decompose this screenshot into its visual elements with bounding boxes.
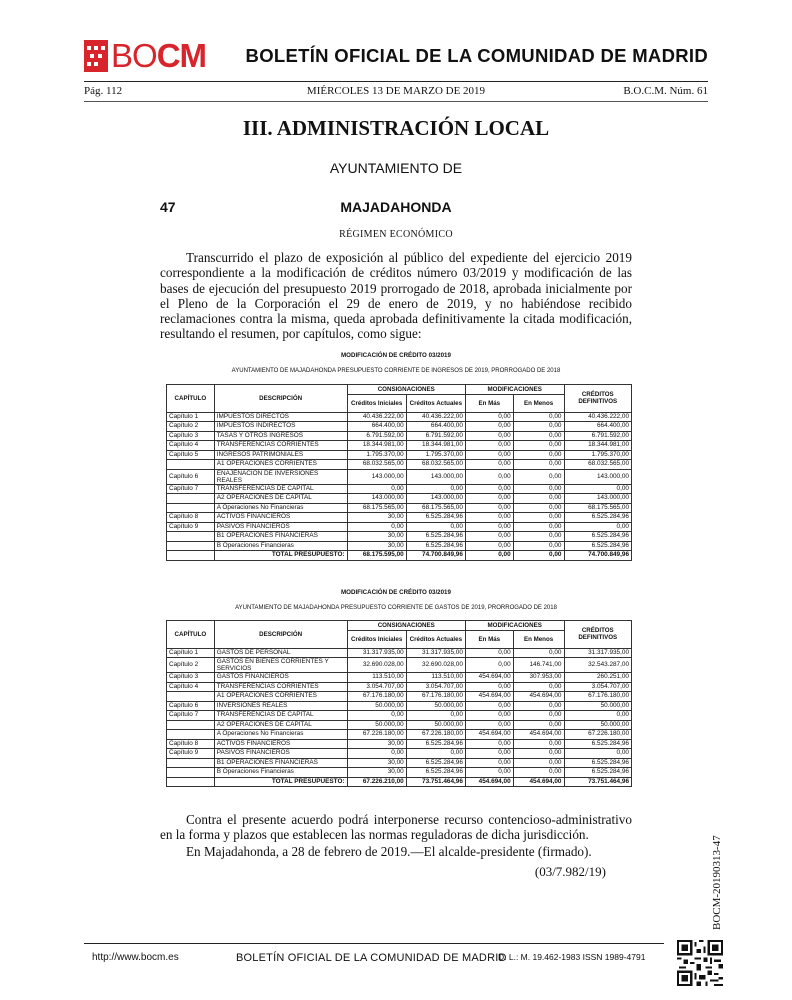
cell-creditos-actuales: 31.317.935,00: [406, 648, 465, 658]
cell-creditos-actuales: 0,00: [406, 711, 465, 721]
total-blank-cell: [167, 777, 215, 787]
table-row: [167, 749, 632, 759]
cell-creditos-iniciales: 50.000,00: [347, 701, 406, 711]
cell-descripcion: A2 OPERACIONES DE CAPITAL: [214, 720, 347, 730]
table-row: [167, 673, 632, 683]
cell-en-mas: 0,00: [465, 739, 513, 749]
cell-en-menos: 0,00: [513, 720, 564, 730]
table-row: [167, 730, 632, 740]
cell-creditos-actuales: 68.175.565,00: [406, 503, 465, 513]
cell-creditos-actuales: 0,00: [406, 484, 465, 494]
cell-en-mas: 0,00: [465, 532, 513, 542]
expense-table-title: MODIFICACIÓN DE CRÉDITO 03/2019: [341, 589, 451, 596]
cell-en-mas: 0,00: [465, 422, 513, 432]
cell-en-mas: 0,00: [465, 460, 513, 470]
cell-creditos-actuales: 3.054.707,00: [406, 682, 465, 692]
total-label: TOTAL PRESUPUESTO:: [214, 551, 347, 561]
cell-capitulo: [167, 460, 215, 470]
cell-creditos-iniciales: 3.054.707,00: [347, 682, 406, 692]
cell-en-mas: 0,00: [465, 412, 513, 422]
logo-text: BOCM: [111, 37, 207, 74]
table-row: [167, 739, 632, 749]
table-row: [167, 701, 632, 711]
cell-creditos-actuales: 18.344.981,00: [406, 441, 465, 451]
cell-en-mas: 0,00: [465, 450, 513, 460]
cell-en-mas: 0,00: [465, 522, 513, 532]
table-row: [167, 682, 632, 692]
cell-en-menos: 0,00: [513, 431, 564, 441]
cell-en-menos: 0,00: [513, 749, 564, 759]
cell-creditos-actuales: 0,00: [406, 522, 465, 532]
cell-creditos-definitivos: 6.525.284,96: [564, 513, 632, 523]
cell-en-mas: 454.694,00: [465, 730, 513, 740]
cell-creditos-definitivos: 1.795.370,00: [564, 450, 632, 460]
cell-creditos-iniciales: 32.690.028,00: [347, 658, 406, 673]
cell-creditos-iniciales: 31.317.935,00: [347, 648, 406, 658]
cell-en-mas: 0,00: [465, 711, 513, 721]
total-value: 73.751.464,96: [564, 777, 632, 787]
cell-capitulo: [167, 494, 215, 504]
expense-budget-table: [166, 620, 632, 787]
cell-creditos-definitivos: 31.317.935,00: [564, 648, 632, 658]
total-value: 74.700.849,96: [406, 551, 465, 561]
bulletin-title: BOLETÍN OFICIAL DE LA COMUNIDAD DE MADRID: [245, 45, 708, 66]
footer-title: BOLETÍN OFICIAL DE LA COMUNIDAD DE MADRID: [236, 952, 507, 964]
cell-creditos-iniciales: 67.226.180,00: [347, 730, 406, 740]
total-blank-cell: [167, 551, 215, 561]
cell-descripcion: GASTOS DE PERSONAL: [214, 648, 347, 658]
cell-descripcion: PASIVOS FINANCIEROS: [214, 522, 347, 532]
cell-en-mas: 0,00: [465, 701, 513, 711]
cell-capitulo: [167, 503, 215, 513]
total-row: [167, 777, 632, 787]
cell-creditos-actuales: 6.525.284,96: [406, 758, 465, 768]
reference-code: (03/7.982/19): [534, 864, 606, 879]
cell-capitulo: Capítulo 2: [167, 658, 215, 673]
header-creditos-definitivos: CRÉDITOS DEFINITIVOS: [564, 621, 632, 649]
cell-creditos-iniciales: 67.176.180,00: [347, 692, 406, 702]
cell-descripcion: IMPUESTOS DIRECTOS: [214, 412, 347, 422]
cell-en-menos: 0,00: [513, 494, 564, 504]
footer-url-link[interactable]: http://www.bocm.es: [92, 952, 179, 963]
cell-creditos-actuales: 68.032.565,00: [406, 460, 465, 470]
cell-capitulo: [167, 758, 215, 768]
cell-descripcion: ENAJENACIÓN DE INVERSIONES REALES: [214, 469, 347, 484]
total-value: 68.175.595,00: [347, 551, 406, 561]
table-row: [167, 422, 632, 432]
cell-creditos-definitivos: 6.525.284,96: [564, 768, 632, 778]
table-row: [167, 494, 632, 504]
header-rule: [84, 81, 708, 82]
cell-en-menos: 0,00: [513, 682, 564, 692]
cell-en-mas: 0,00: [465, 441, 513, 451]
cell-en-menos: 0,00: [513, 460, 564, 470]
cell-creditos-definitivos: 18.344.981,00: [564, 441, 632, 451]
cell-en-menos: 0,00: [513, 513, 564, 523]
cell-capitulo: [167, 720, 215, 730]
cell-en-menos: 0,00: [513, 758, 564, 768]
cell-creditos-iniciales: 1.795.370,00: [347, 450, 406, 460]
header-creditos-actuales: Créditos Actuales: [406, 394, 465, 412]
cell-en-menos: 0,00: [513, 532, 564, 542]
cell-en-mas: 0,00: [465, 494, 513, 504]
cell-creditos-actuales: 1.795.370,00: [406, 450, 465, 460]
cell-creditos-iniciales: 6.791.592,00: [347, 431, 406, 441]
cell-creditos-definitivos: 67.226.180,00: [564, 730, 632, 740]
cell-descripcion: INGRESOS PATRIMONIALES: [214, 450, 347, 460]
cell-creditos-iniciales: 30,00: [347, 758, 406, 768]
cell-capitulo: Capítulo 3: [167, 431, 215, 441]
table-row: [167, 522, 632, 532]
cell-creditos-definitivos: 68.032.565,00: [564, 460, 632, 470]
cell-capitulo: Capítulo 1: [167, 412, 215, 422]
cell-creditos-actuales: 40.436.222,00: [406, 412, 465, 422]
entry-number: 47: [160, 199, 176, 215]
header-creditos-iniciales: Créditos Iniciales: [347, 630, 406, 648]
cell-creditos-definitivos: 6.525.284,96: [564, 541, 632, 551]
cell-en-menos: 0,00: [513, 484, 564, 494]
cell-en-mas: 0,00: [465, 768, 513, 778]
cell-creditos-actuales: 50.000,00: [406, 720, 465, 730]
table-row: [167, 484, 632, 494]
document-id: BOCM-20190313-47: [711, 835, 723, 930]
cell-creditos-iniciales: 143.000,00: [347, 494, 406, 504]
cell-descripcion: TRANSFERENCIAS DE CAPITAL: [214, 484, 347, 494]
cell-creditos-iniciales: 30,00: [347, 739, 406, 749]
cell-en-menos: 0,00: [513, 441, 564, 451]
cell-creditos-actuales: 67.226.180,00: [406, 730, 465, 740]
cell-creditos-definitivos: 6.791.592,00: [564, 431, 632, 441]
header-capitulo: CAPÍTULO: [167, 385, 215, 413]
cell-creditos-iniciales: 40.436.222,00: [347, 412, 406, 422]
cell-capitulo: Capítulo 8: [167, 739, 215, 749]
cell-creditos-iniciales: 50.000,00: [347, 720, 406, 730]
header-consignaciones: CONSIGNACIONES: [347, 385, 465, 395]
footer-legal: D. L.: M. 19.462-1983 ISSN 1989-4791: [498, 952, 646, 962]
cell-creditos-actuales: 664.400,00: [406, 422, 465, 432]
cell-en-menos: 0,00: [513, 522, 564, 532]
cell-capitulo: Capítulo 5: [167, 450, 215, 460]
cell-en-menos: 0,00: [513, 541, 564, 551]
cell-creditos-iniciales: 113.510,00: [347, 673, 406, 683]
appeal-paragraph: Contra el presente acuerdo podrá interponerse recurso contencioso-administrativo en la forma y plazos que establecen las normas reguladoras de dicha jurisdicción.: [160, 812, 632, 843]
subject-heading: RÉGIMEN ECONÓMICO: [339, 229, 453, 240]
cell-creditos-definitivos: 0,00: [564, 522, 632, 532]
header-subrule: [84, 101, 708, 102]
table-row: [167, 503, 632, 513]
cell-capitulo: Capítulo 6: [167, 469, 215, 484]
header-descripcion: DESCRIPCIÓN: [214, 385, 347, 413]
cell-descripcion: TRANSFERENCIAS CORRIENTES: [214, 441, 347, 451]
cell-creditos-definitivos: 0,00: [564, 749, 632, 759]
cell-creditos-actuales: 113.510,00: [406, 673, 465, 683]
table-row: [167, 658, 632, 673]
cell-creditos-definitivos: 0,00: [564, 711, 632, 721]
cell-descripcion: INVERSIONES REALES: [214, 701, 347, 711]
intro-paragraph: Transcurrido el plazo de exposición al público del expediente del ejercicio 2019 correspondiente a la modificación de créditos número 03/2019 y modificación de las bases de ejecución del presupuesto 2019 prorrogado de 2018, aprobada inicialmente por el Pleno de la Corporación el 29 de enero de 2019, y no habiéndose recibido reclamaciones contra la misma, queda aprobada definitivamente la citada modificación, resultando el resumen, por capítulos, como sigue:: [160, 250, 632, 342]
income-table-title: MODIFICACIÓN DE CRÉDITO 03/2019: [341, 352, 451, 359]
cell-creditos-actuales: 143.000,00: [406, 469, 465, 484]
cell-capitulo: [167, 692, 215, 702]
cell-en-menos: 0,00: [513, 503, 564, 513]
cell-en-menos: 0,00: [513, 701, 564, 711]
cell-en-mas: 0,00: [465, 484, 513, 494]
cell-en-mas: 0,00: [465, 503, 513, 513]
cell-en-mas: 0,00: [465, 648, 513, 658]
cell-descripcion: A1 OPERACIONES CORRIENTES: [214, 692, 347, 702]
cell-creditos-iniciales: 30,00: [347, 532, 406, 542]
cell-capitulo: [167, 532, 215, 542]
cell-descripcion: TASAS Y OTROS INGRESOS: [214, 431, 347, 441]
cell-creditos-definitivos: 32.543.287,00: [564, 658, 632, 673]
cell-capitulo: Capítulo 8: [167, 513, 215, 523]
table-row: [167, 711, 632, 721]
cell-capitulo: Capítulo 9: [167, 749, 215, 759]
cell-creditos-definitivos: 260.251,00: [564, 673, 632, 683]
cell-descripcion: ACTIVOS FINANCIEROS: [214, 739, 347, 749]
table-row: [167, 441, 632, 451]
cell-descripcion: PASIVOS FINANCIEROS: [214, 749, 347, 759]
cell-creditos-definitivos: 50.000,00: [564, 720, 632, 730]
madrid-flag-icon: [84, 40, 108, 72]
cell-en-menos: 454.694,00: [513, 692, 564, 702]
cell-descripcion: B1 OPERACIONES FINANCIERAS: [214, 532, 347, 542]
cell-creditos-actuales: 0,00: [406, 749, 465, 759]
cell-creditos-iniciales: 68.032.565,00: [347, 460, 406, 470]
cell-descripcion: A1 OPERACIONES CORRIENTES: [214, 460, 347, 470]
cell-creditos-actuales: 6.525.284,96: [406, 513, 465, 523]
table-row: [167, 758, 632, 768]
cell-capitulo: Capítulo 4: [167, 441, 215, 451]
cell-descripcion: A2 OPERACIONES DE CAPITAL: [214, 494, 347, 504]
cell-en-mas: 0,00: [465, 758, 513, 768]
cell-descripcion: TRANSFERENCIAS CORRIENTES: [214, 682, 347, 692]
cell-en-menos: 0,00: [513, 648, 564, 658]
table-row: [167, 450, 632, 460]
cell-creditos-definitivos: 67.176.180,00: [564, 692, 632, 702]
cell-capitulo: Capítulo 2: [167, 422, 215, 432]
cell-creditos-definitivos: 50.000,00: [564, 701, 632, 711]
cell-creditos-definitivos: 664.400,00: [564, 422, 632, 432]
table-row: [167, 412, 632, 422]
table-row: [167, 431, 632, 441]
cell-creditos-iniciales: 0,00: [347, 522, 406, 532]
cell-capitulo: [167, 768, 215, 778]
cell-capitulo: Capítulo 7: [167, 484, 215, 494]
total-value: 67.226.210,00: [347, 777, 406, 787]
cell-capitulo: Capítulo 7: [167, 711, 215, 721]
cell-en-menos: 0,00: [513, 711, 564, 721]
cell-en-menos: 0,00: [513, 739, 564, 749]
table-row: [167, 469, 632, 484]
cell-en-mas: 0,00: [465, 513, 513, 523]
cell-capitulo: [167, 730, 215, 740]
total-value: 74.700.849,96: [564, 551, 632, 561]
cell-descripcion: TRANSFERENCIAS DE CAPITAL: [214, 711, 347, 721]
header-capitulo: CAPÍTULO: [167, 621, 215, 649]
cell-creditos-actuales: 32.690.028,00: [406, 658, 465, 673]
cell-creditos-actuales: 143.000,00: [406, 494, 465, 504]
cell-creditos-iniciales: 30,00: [347, 513, 406, 523]
table-row: [167, 648, 632, 658]
header-creditos-actuales: Créditos Actuales: [406, 630, 465, 648]
cell-creditos-actuales: 67.176.180,00: [406, 692, 465, 702]
cell-en-menos: 454.694,00: [513, 730, 564, 740]
cell-en-mas: 454.694,00: [465, 692, 513, 702]
table-row: [167, 513, 632, 523]
cell-creditos-iniciales: 30,00: [347, 768, 406, 778]
table-row: [167, 692, 632, 702]
cell-descripcion: GASTOS FINANCIEROS: [214, 673, 347, 683]
cell-creditos-definitivos: 143.000,00: [564, 494, 632, 504]
ayuntamiento-label: AYUNTAMIENTO DE: [329, 160, 463, 176]
cell-en-menos: 0,00: [513, 412, 564, 422]
table-row: [167, 460, 632, 470]
total-row: [167, 551, 632, 561]
section-title: III. ADMINISTRACIÓN LOCAL: [242, 116, 550, 140]
header-consignaciones: CONSIGNACIONES: [347, 621, 465, 631]
header-en-mas: En Más: [465, 630, 513, 648]
cell-creditos-actuales: 6.791.592,00: [406, 431, 465, 441]
total-value: 454.694,00: [465, 777, 513, 787]
table-row: [167, 532, 632, 542]
cell-en-mas: 454.694,00: [465, 673, 513, 683]
total-value: 0,00: [465, 551, 513, 561]
cell-creditos-actuales: 6.525.284,96: [406, 541, 465, 551]
cell-en-mas: 0,00: [465, 431, 513, 441]
cell-creditos-definitivos: 6.525.284,96: [564, 758, 632, 768]
signature-paragraph: En Majadahonda, a 28 de febrero de 2019.—El alcalde-presidente (firmado).: [186, 844, 592, 859]
cell-descripcion: B Operaciones Financieras: [214, 541, 347, 551]
cell-en-menos: 0,00: [513, 422, 564, 432]
cell-creditos-definitivos: 68.175.565,00: [564, 503, 632, 513]
total-value: 73.751.464,96: [406, 777, 465, 787]
municipality-name: MAJADAHONDA: [340, 199, 452, 215]
table-row: [167, 720, 632, 730]
cell-creditos-iniciales: 143.000,00: [347, 469, 406, 484]
cell-capitulo: Capítulo 1: [167, 648, 215, 658]
cell-creditos-actuales: 6.525.284,96: [406, 739, 465, 749]
total-value: 454.694,00: [513, 777, 564, 787]
header-en-mas: En Más: [465, 394, 513, 412]
income-table-subtitle: AYUNTAMIENTO DE MAJADAHONDA PRESUPUESTO CORRIENTE DE INGRESOS DE 2019, PRORROGADO DE 2018: [231, 368, 561, 374]
cell-creditos-iniciales: 664.400,00: [347, 422, 406, 432]
cell-creditos-definitivos: 143.000,00: [564, 469, 632, 484]
cell-en-menos: 0,00: [513, 768, 564, 778]
cell-en-mas: 0,00: [465, 682, 513, 692]
issue-number: B.O.C.M. Núm. 61: [623, 85, 708, 97]
cell-creditos-definitivos: 6.525.284,96: [564, 532, 632, 542]
cell-descripcion: A Operaciones No Financieras: [214, 730, 347, 740]
table-row: [167, 768, 632, 778]
cell-creditos-iniciales: 30,00: [347, 541, 406, 551]
cell-descripcion: GASTOS EN BIENES CORRIENTES Y SERVICIOS: [214, 658, 347, 673]
cell-capitulo: Capítulo 9: [167, 522, 215, 532]
cell-en-menos: 0,00: [513, 469, 564, 484]
table-row: [167, 541, 632, 551]
total-value: 0,00: [513, 551, 564, 561]
cell-descripcion: B1 OPERACIONES FINANCIERAS: [214, 758, 347, 768]
cell-creditos-definitivos: 6.525.284,96: [564, 739, 632, 749]
cell-creditos-iniciales: 0,00: [347, 749, 406, 759]
cell-en-menos: 0,00: [513, 450, 564, 460]
cell-capitulo: Capítulo 4: [167, 682, 215, 692]
header-modificaciones: MODIFICACIONES: [465, 621, 564, 631]
cell-en-menos: 146.741,00: [513, 658, 564, 673]
cell-creditos-definitivos: 0,00: [564, 484, 632, 494]
header-creditos-iniciales: Créditos Iniciales: [347, 394, 406, 412]
bocm-logo: [84, 37, 207, 74]
expense-table-subtitle: AYUNTAMIENTO DE MAJADAHONDA PRESUPUESTO CORRIENTE DE GASTOS DE 2019, PRORROGADO DE 2018: [235, 605, 557, 611]
cell-creditos-iniciales: 0,00: [347, 711, 406, 721]
cell-descripcion: IMPUESTOS INDIRECTOS: [214, 422, 347, 432]
cell-en-mas: 0,00: [465, 720, 513, 730]
cell-capitulo: Capítulo 6: [167, 701, 215, 711]
header-modificaciones: MODIFICACIONES: [465, 385, 564, 395]
total-label: TOTAL PRESUPUESTO:: [214, 777, 347, 787]
header-creditos-definitivos: CRÉDITOS DEFINITIVOS: [564, 385, 632, 413]
cell-creditos-iniciales: 68.175.565,00: [347, 503, 406, 513]
page-number: Pág. 112: [84, 85, 123, 97]
cell-descripcion: ACTIVOS FINANCIEROS: [214, 513, 347, 523]
cell-en-menos: 307.953,00: [513, 673, 564, 683]
cell-descripcion: B Operaciones Financieras: [214, 768, 347, 778]
qr-code-icon: [677, 940, 723, 986]
cell-descripcion: A Operaciones No Financieras: [214, 503, 347, 513]
cell-creditos-actuales: 6.525.284,96: [406, 532, 465, 542]
cell-en-mas: 0,00: [465, 658, 513, 673]
cell-creditos-actuales: 6.525.284,96: [406, 768, 465, 778]
cell-capitulo: [167, 541, 215, 551]
cell-creditos-actuales: 50.000,00: [406, 701, 465, 711]
cell-en-mas: 0,00: [465, 469, 513, 484]
cell-en-mas: 0,00: [465, 749, 513, 759]
income-budget-table: [166, 384, 632, 561]
header-en-menos: En Menos: [513, 394, 564, 412]
cell-creditos-iniciales: 0,00: [347, 484, 406, 494]
header-en-menos: En Menos: [513, 630, 564, 648]
cell-en-mas: 0,00: [465, 541, 513, 551]
footer-rule: [84, 943, 664, 944]
issue-date: MIÉRCOLES 13 DE MARZO DE 2019: [306, 85, 486, 97]
cell-creditos-definitivos: 40.436.222,00: [564, 412, 632, 422]
header-descripcion: DESCRIPCIÓN: [214, 621, 347, 649]
cell-creditos-iniciales: 18.344.981,00: [347, 441, 406, 451]
cell-capitulo: Capítulo 3: [167, 673, 215, 683]
cell-creditos-definitivos: 3.054.707,00: [564, 682, 632, 692]
